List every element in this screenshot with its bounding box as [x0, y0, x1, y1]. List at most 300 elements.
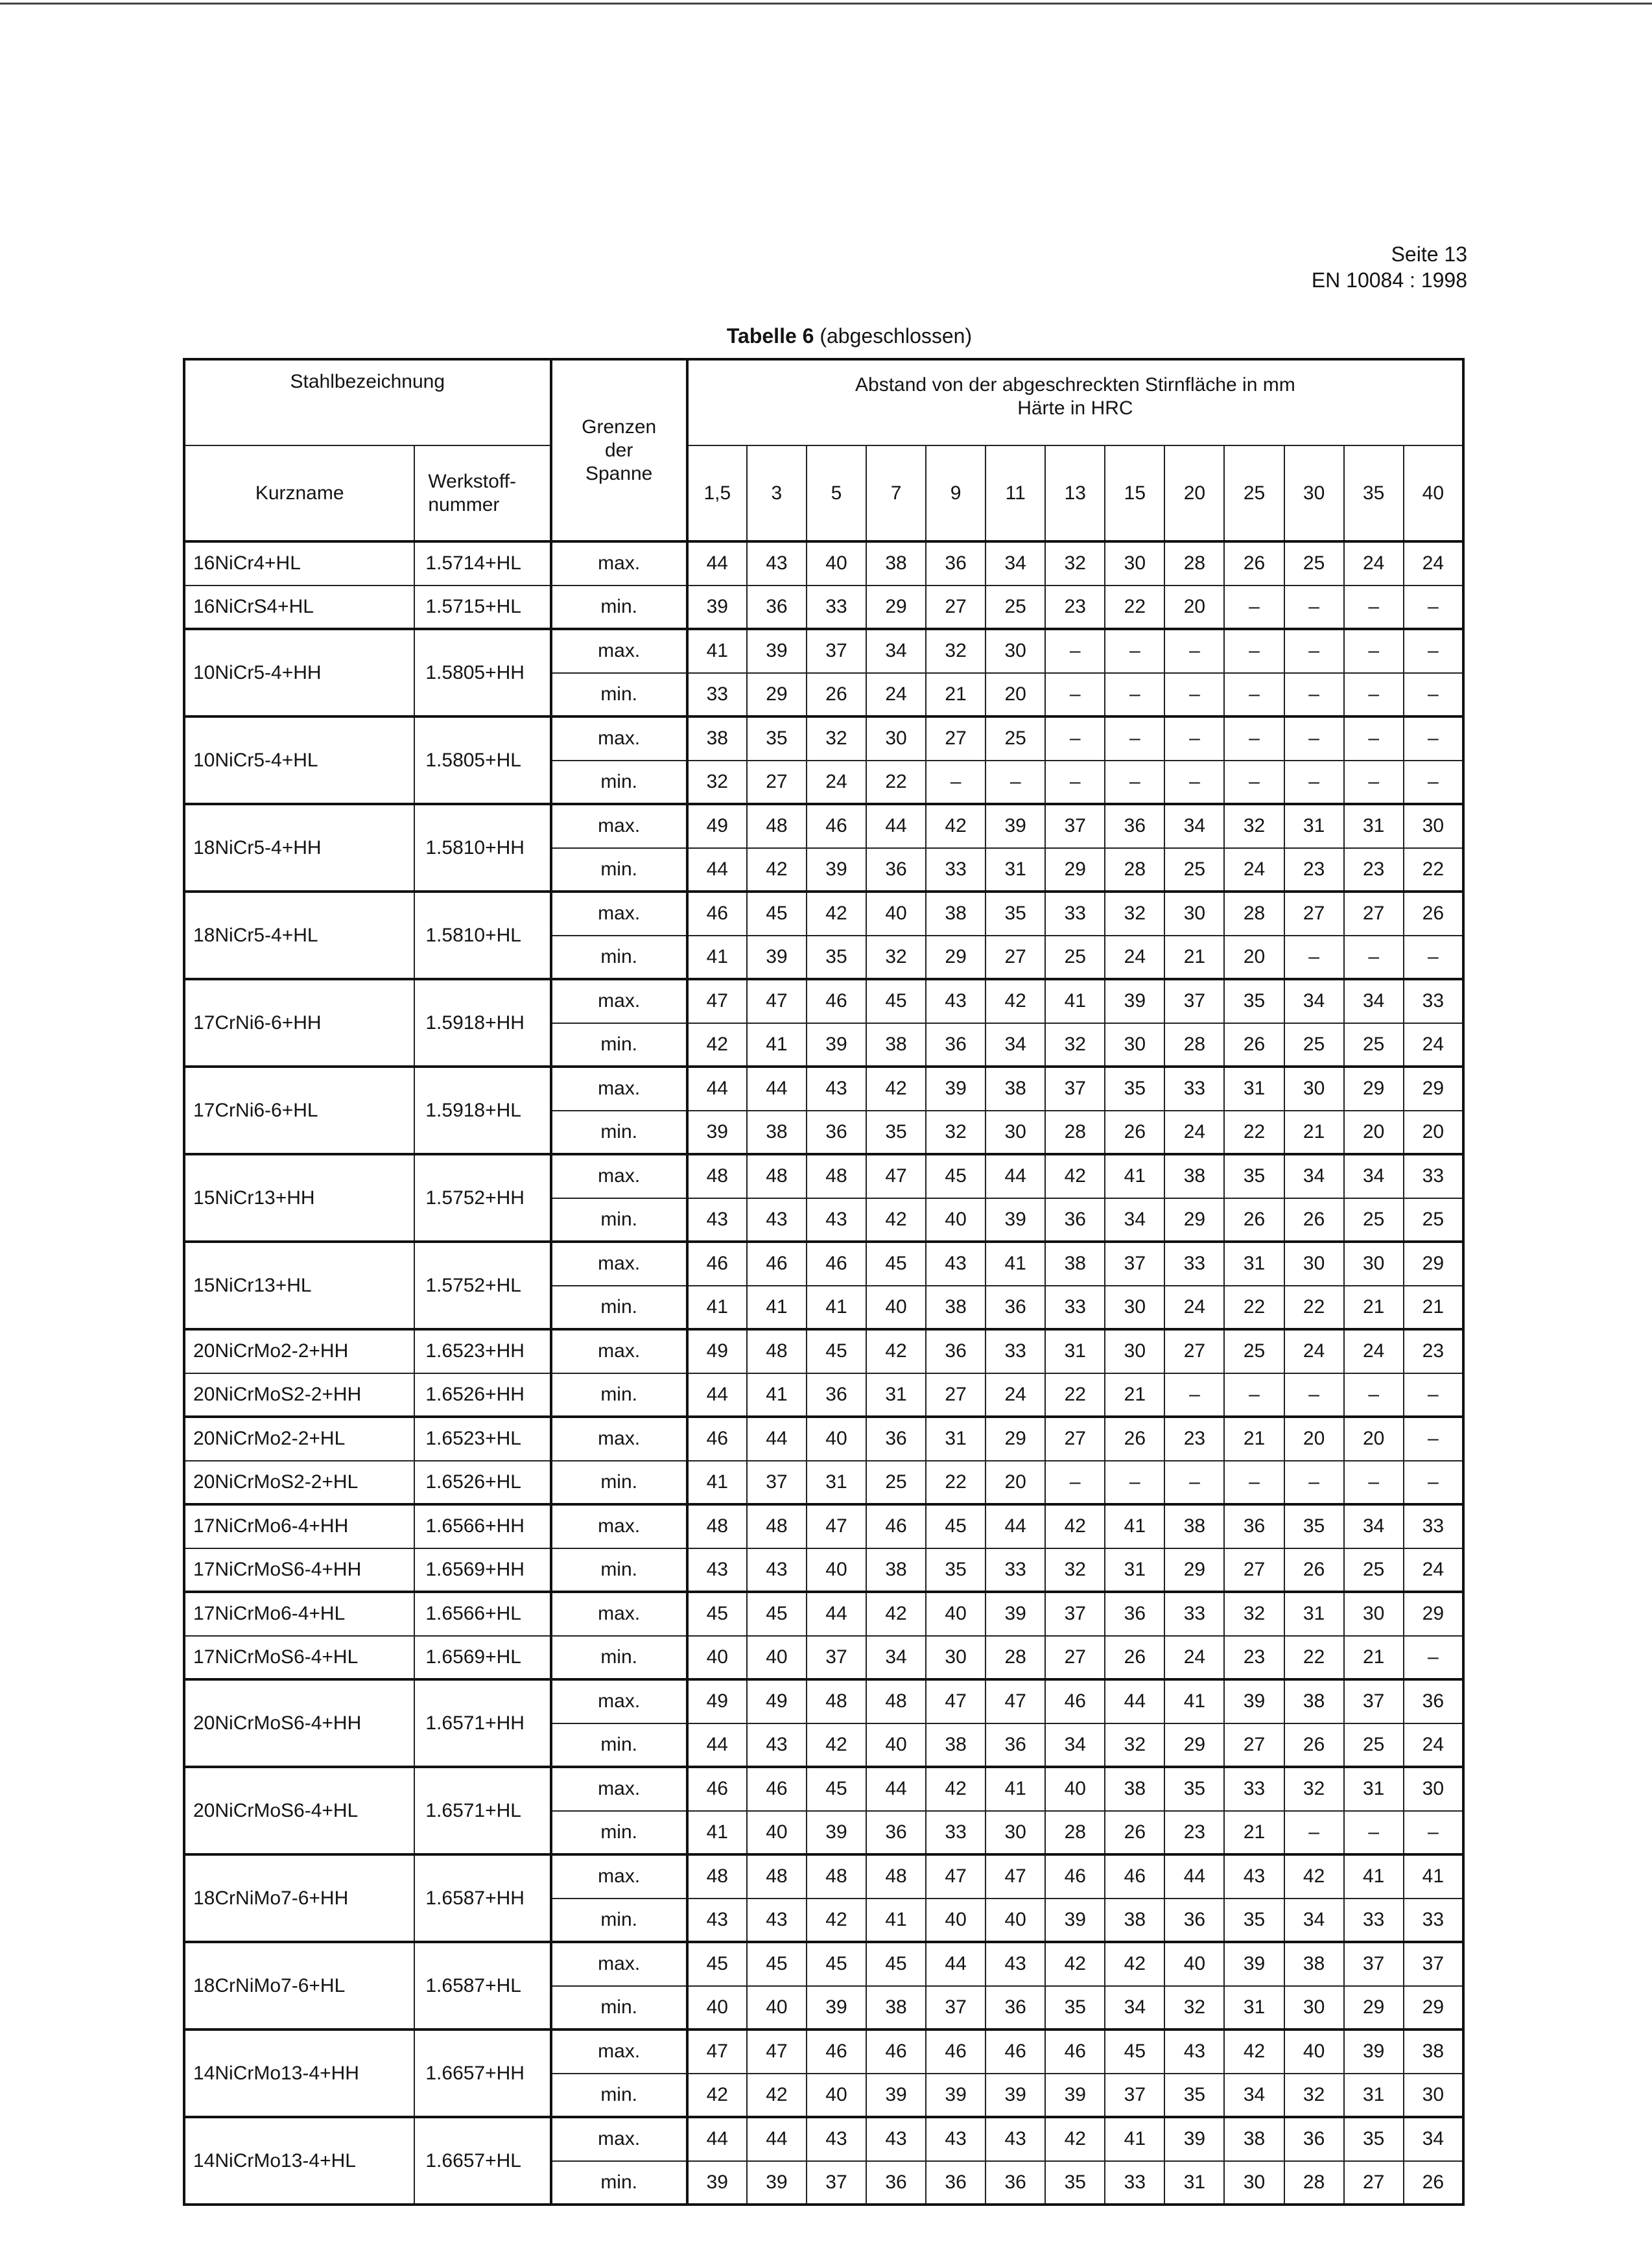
material-number: 1.5752+HH: [414, 1154, 550, 1242]
hardness-value: 44: [807, 1592, 866, 1636]
hardness-value: 36: [985, 1723, 1045, 1768]
hardness-value: 26: [1105, 1417, 1164, 1461]
hardness-value: 31: [1344, 804, 1404, 848]
limit-label: min.: [551, 848, 687, 892]
header-distance-6: 13: [1045, 445, 1105, 541]
hardness-value: 42: [926, 1767, 985, 1811]
hardness-value: 42: [1045, 1942, 1105, 1986]
hardness-value: 40: [807, 2074, 866, 2118]
hardness-value: 34: [1284, 979, 1344, 1023]
hardness-value: 37: [926, 1986, 985, 2030]
hardness-value: 46: [985, 2029, 1045, 2074]
limit-label: min.: [551, 1636, 687, 1680]
hardness-value: 32: [1164, 1986, 1224, 2030]
table-row: [184, 979, 1463, 1023]
hardness-value: 40: [687, 1986, 747, 2030]
hardness-value: 42: [866, 1592, 926, 1636]
table-row: [184, 1548, 1463, 1592]
table-row: [184, 541, 1463, 586]
hardness-value: 47: [926, 1854, 985, 1899]
hardness-value: 36: [1105, 1592, 1164, 1636]
hardness-value: –: [1105, 629, 1164, 673]
hardness-value: 46: [747, 1242, 807, 1286]
hardness-value: 36: [926, 1023, 985, 1067]
hardness-value: 26: [1284, 1548, 1344, 1592]
hardness-value: 31: [926, 1417, 985, 1461]
hardness-value: 36: [1045, 1198, 1105, 1242]
material-number: 1.6587+HH: [414, 1854, 550, 1942]
hardness-value: 35: [985, 892, 1045, 936]
hardness-value: 46: [747, 1767, 807, 1811]
hardness-value: 45: [747, 1942, 807, 1986]
hardness-value: 29: [1404, 1986, 1463, 2030]
hardness-value: –: [1105, 673, 1164, 717]
hardness-value: 29: [985, 1417, 1045, 1461]
hardness-value: –: [1284, 936, 1344, 980]
hardness-value: 42: [1045, 2117, 1105, 2161]
scan-top-edge: [0, 3, 1652, 5]
hardness-value: 29: [1404, 1592, 1463, 1636]
hardness-value: 48: [747, 1329, 807, 1373]
hardness-value: 31: [1164, 2161, 1224, 2205]
hardness-value: 39: [1224, 1942, 1284, 1986]
table-row: [184, 1636, 1463, 1680]
hardness-value: 22: [1284, 1286, 1344, 1330]
steel-name: 18CrNiMo7-6+HH: [184, 1854, 414, 1942]
limit-label: max.: [551, 804, 687, 848]
hardness-value: 35: [1045, 1986, 1105, 2030]
hardness-value: 48: [866, 1679, 926, 1723]
hardness-value: 34: [1045, 1723, 1105, 1768]
hardness-value: 41: [1045, 979, 1105, 1023]
hardness-value: 38: [1045, 1242, 1105, 1286]
hardness-value: 20: [1224, 936, 1284, 980]
hardness-value: 27: [1045, 1417, 1105, 1461]
hardness-value: 44: [687, 2117, 747, 2161]
hardness-value: 34: [1224, 2074, 1284, 2118]
header-distance-11: 35: [1344, 445, 1404, 541]
hardness-value: 24: [1164, 1636, 1224, 1680]
material-number: 1.6571+HL: [414, 1767, 550, 1854]
hardness-value: 43: [807, 1067, 866, 1111]
limit-label: max.: [551, 1504, 687, 1548]
hardness-value: –: [926, 761, 985, 805]
hardness-value: 39: [687, 586, 747, 630]
steel-name: 14NiCrMo13-4+HH: [184, 2029, 414, 2117]
limit-label: min.: [551, 1023, 687, 1067]
hardness-value: 45: [866, 979, 926, 1023]
hardness-value: 23: [1344, 848, 1404, 892]
hardness-value: 38: [1284, 1679, 1344, 1723]
hardness-value: 44: [1164, 1854, 1224, 1899]
limit-label: max.: [551, 716, 687, 761]
table-row: [184, 2117, 1463, 2161]
steel-name: 15NiCr13+HL: [184, 1242, 414, 1329]
hardness-value: 39: [985, 804, 1045, 848]
hardness-value: 30: [1284, 1986, 1344, 2030]
hardness-value: 43: [807, 1198, 866, 1242]
hardness-value: 30: [1404, 2074, 1463, 2118]
hardness-value: 22: [1105, 586, 1164, 630]
hardness-value: 21: [1164, 936, 1224, 980]
limit-label: max.: [551, 1417, 687, 1461]
hardness-value: 41: [1105, 1154, 1164, 1198]
hardness-value: 21: [1224, 1417, 1284, 1461]
hardness-value: 34: [1105, 1198, 1164, 1242]
hardness-table: [183, 358, 1465, 2206]
hardness-value: 36: [985, 1286, 1045, 1330]
hardness-value: 49: [687, 1679, 747, 1723]
hardness-value: 24: [1404, 1023, 1463, 1067]
hardness-value: 30: [926, 1636, 985, 1680]
table-row: [184, 1329, 1463, 1373]
hardness-value: 44: [1105, 1679, 1164, 1723]
limit-label: max.: [551, 2117, 687, 2161]
hardness-value: 48: [747, 1854, 807, 1899]
hardness-value: 36: [985, 1986, 1045, 2030]
table-row: [184, 586, 1463, 630]
hardness-value: 25: [985, 716, 1045, 761]
hardness-value: 46: [687, 892, 747, 936]
hardness-value: 36: [1105, 804, 1164, 848]
hardness-value: 48: [687, 1154, 747, 1198]
hardness-value: 26: [807, 673, 866, 717]
hardness-value: 38: [926, 1286, 985, 1330]
limit-label: min.: [551, 1986, 687, 2030]
hardness-value: 43: [747, 541, 807, 586]
hardness-value: –: [1344, 1811, 1404, 1855]
hardness-value: 31: [1284, 804, 1344, 848]
hardness-value: 21: [1404, 1286, 1463, 1330]
steel-name: 10NiCr5-4+HH: [184, 629, 414, 716]
steel-name: 17CrNi6-6+HH: [184, 979, 414, 1067]
hardness-value: 46: [866, 2029, 926, 2074]
hardness-value: 38: [985, 1067, 1045, 1111]
steel-name: 15NiCr13+HH: [184, 1154, 414, 1242]
limit-label: min.: [551, 1723, 687, 1768]
hardness-value: 39: [687, 1111, 747, 1155]
hardness-value: 24: [1344, 1329, 1404, 1373]
hardness-value: 34: [985, 541, 1045, 586]
hardness-value: 43: [926, 1242, 985, 1286]
hardness-value: 35: [1105, 1067, 1164, 1111]
table-row: [184, 1067, 1463, 1111]
hardness-value: –: [1105, 1461, 1164, 1505]
hardness-value: 37: [1344, 1942, 1404, 1986]
hardness-value: 40: [747, 1986, 807, 2030]
hardness-value: 35: [747, 716, 807, 761]
limit-label: min.: [551, 1899, 687, 1943]
hardness-value: –: [1224, 629, 1284, 673]
hardness-value: 36: [866, 2161, 926, 2205]
hardness-value: 45: [807, 1942, 866, 1986]
hardness-value: 40: [1284, 2029, 1344, 2074]
hardness-value: 28: [1284, 2161, 1344, 2205]
hardness-value: 22: [1404, 848, 1463, 892]
header-distance-2: 5: [807, 445, 866, 541]
hardness-value: 31: [1284, 1592, 1344, 1636]
hardness-value: 38: [1284, 1942, 1344, 1986]
hardness-value: –: [1284, 1461, 1344, 1505]
hardness-value: 24: [1404, 541, 1463, 586]
header-abstand-text: Abstand von der abgeschreckten Stirnfläche in mm Härte in HRC: [855, 374, 1295, 419]
limit-label: min.: [551, 761, 687, 805]
hardness-value: 38: [1105, 1767, 1164, 1811]
hardness-value: 33: [1404, 1504, 1463, 1548]
hardness-value: –: [1224, 716, 1284, 761]
hardness-value: 34: [866, 1636, 926, 1680]
hardness-value: 43: [687, 1198, 747, 1242]
hardness-value: 35: [1284, 1504, 1344, 1548]
hardness-value: 37: [1404, 1942, 1463, 1986]
hardness-value: 45: [866, 1942, 926, 1986]
material-number: 1.6566+HH: [414, 1504, 550, 1548]
limit-label: max.: [551, 541, 687, 586]
hardness-value: 32: [1045, 541, 1105, 586]
steel-name: 17CrNi6-6+HL: [184, 1067, 414, 1154]
hardness-value: 40: [926, 1592, 985, 1636]
hardness-value: 30: [1105, 1023, 1164, 1067]
hardness-value: 37: [1045, 804, 1105, 848]
hardness-value: 40: [747, 1811, 807, 1855]
hardness-value: 45: [807, 1767, 866, 1811]
limit-label: min.: [551, 936, 687, 980]
hardness-value: 23: [1284, 848, 1344, 892]
hardness-value: 42: [1224, 2029, 1284, 2074]
hardness-value: 21: [1284, 1111, 1344, 1155]
hardness-value: 45: [687, 1592, 747, 1636]
header-distance-12: 40: [1404, 445, 1463, 541]
hardness-value: 25: [1404, 1198, 1463, 1242]
hardness-value: 25: [1284, 541, 1344, 586]
hardness-value: 34: [1404, 2117, 1463, 2161]
hardness-value: 38: [1224, 2117, 1284, 2161]
hardness-value: 46: [1045, 1679, 1105, 1723]
hardness-value: 45: [926, 1504, 985, 1548]
hardness-value: 44: [687, 1067, 747, 1111]
hardness-value: 45: [807, 1329, 866, 1373]
hardness-value: 47: [985, 1854, 1045, 1899]
material-number: 1.6566+HL: [414, 1592, 550, 1636]
hardness-value: 41: [687, 1286, 747, 1330]
table-row: [184, 1942, 1463, 1986]
hardness-value: 32: [926, 1111, 985, 1155]
table-row: [184, 2029, 1463, 2074]
hardness-value: 44: [866, 804, 926, 848]
hardness-value: 41: [866, 1899, 926, 1943]
hardness-value: 43: [985, 2117, 1045, 2161]
hardness-value: 37: [807, 1636, 866, 1680]
hardness-value: 40: [1164, 1942, 1224, 1986]
hardness-value: –: [1344, 936, 1404, 980]
hardness-value: 36: [1404, 1679, 1463, 1723]
header-kurzname: Kurzname: [184, 445, 414, 541]
hardness-value: 38: [747, 1111, 807, 1155]
hardness-value: 44: [985, 1504, 1045, 1548]
limit-label: max.: [551, 1679, 687, 1723]
hardness-value: 20: [1284, 1417, 1344, 1461]
hardness-value: 30: [1105, 541, 1164, 586]
hardness-value: 21: [1105, 1373, 1164, 1417]
limit-label: max.: [551, 2029, 687, 2074]
hardness-value: 28: [985, 1636, 1045, 1680]
header-distance-8: 20: [1164, 445, 1224, 541]
hardness-value: 29: [1344, 1986, 1404, 2030]
hardness-value: 39: [1105, 979, 1164, 1023]
hardness-value: –: [1045, 1461, 1105, 1505]
table-row: [184, 1417, 1463, 1461]
hardness-value: 36: [985, 2161, 1045, 2205]
hardness-value: 47: [926, 1679, 985, 1723]
material-number: 1.6569+HH: [414, 1548, 550, 1592]
hardness-value: 44: [747, 2117, 807, 2161]
hardness-value: 46: [866, 1504, 926, 1548]
material-number: 1.5810+HL: [414, 892, 550, 979]
limit-label: max.: [551, 1242, 687, 1286]
hardness-value: 30: [1404, 804, 1463, 848]
hardness-value: –: [1224, 586, 1284, 630]
hardness-value: 35: [866, 1111, 926, 1155]
hardness-value: 28: [1164, 1023, 1224, 1067]
hardness-value: 47: [687, 979, 747, 1023]
hardness-value: 24: [1404, 1723, 1463, 1768]
hardness-value: 32: [1284, 2074, 1344, 2118]
hardness-value: 30: [1164, 892, 1224, 936]
hardness-value: 45: [747, 1592, 807, 1636]
hardness-value: 30: [985, 629, 1045, 673]
hardness-value: 20: [985, 673, 1045, 717]
hardness-value: 39: [807, 1986, 866, 2030]
hardness-value: 39: [687, 2161, 747, 2205]
hardness-value: 34: [1344, 1154, 1404, 1198]
hardness-value: 32: [1224, 1592, 1284, 1636]
hardness-value: 34: [1164, 804, 1224, 848]
hardness-value: 33: [687, 673, 747, 717]
material-number: 1.6657+HL: [414, 2117, 550, 2205]
hardness-value: –: [1224, 673, 1284, 717]
hardness-value: 33: [1164, 1242, 1224, 1286]
table-row: [184, 1854, 1463, 1899]
hardness-value: 25: [1344, 1198, 1404, 1242]
hardness-value: 43: [747, 1723, 807, 1768]
hardness-value: 41: [747, 1373, 807, 1417]
material-number: 1.6523+HH: [414, 1329, 550, 1373]
hardness-value: 48: [687, 1854, 747, 1899]
hardness-value: 24: [1164, 1286, 1224, 1330]
hardness-value: 41: [807, 1286, 866, 1330]
hardness-value: 38: [866, 1548, 926, 1592]
hardness-value: –: [1404, 1636, 1463, 1680]
hardness-value: 39: [747, 936, 807, 980]
hardness-value: 27: [1224, 1723, 1284, 1768]
hardness-value: 27: [985, 936, 1045, 980]
hardness-value: 37: [1105, 1242, 1164, 1286]
hardness-value: 42: [807, 1723, 866, 1768]
hardness-value: 48: [747, 1154, 807, 1198]
hardness-value: –: [1164, 1373, 1224, 1417]
hardness-value: 29: [747, 673, 807, 717]
hardness-value: 20: [1344, 1417, 1404, 1461]
steel-name: 10NiCr5-4+HL: [184, 716, 414, 804]
steel-name: 20NiCrMo2-2+HH: [184, 1329, 414, 1373]
hardness-value: 20: [1404, 1111, 1463, 1155]
hardness-value: –: [1224, 1373, 1284, 1417]
hardness-value: 36: [866, 848, 926, 892]
hardness-value: 29: [1045, 848, 1105, 892]
hardness-value: 47: [807, 1504, 866, 1548]
hardness-value: 42: [1105, 1942, 1164, 1986]
hardness-value: 33: [1344, 1899, 1404, 1943]
hardness-value: 39: [1164, 2117, 1224, 2161]
hardness-value: 39: [985, 1592, 1045, 1636]
hardness-value: 46: [807, 2029, 866, 2074]
hardness-value: 42: [866, 1198, 926, 1242]
hardness-value: 30: [1105, 1329, 1164, 1373]
hardness-value: 48: [807, 1154, 866, 1198]
hardness-value: 46: [687, 1767, 747, 1811]
hardness-value: 27: [926, 1373, 985, 1417]
hardness-value: 29: [1344, 1067, 1404, 1111]
limit-label: min.: [551, 2161, 687, 2205]
limit-label: min.: [551, 1198, 687, 1242]
hardness-value: 33: [926, 1811, 985, 1855]
hardness-value: 47: [866, 1154, 926, 1198]
limit-label: max.: [551, 1942, 687, 1986]
hardness-value: 28: [1045, 1111, 1105, 1155]
hardness-value: 33: [807, 586, 866, 630]
material-number: 1.5805+HH: [414, 629, 550, 716]
hardness-value: 40: [747, 1636, 807, 1680]
hardness-value: 30: [1404, 1767, 1463, 1811]
material-number: 1.5714+HL: [414, 541, 550, 586]
hardness-value: 23: [1045, 586, 1105, 630]
hardness-value: 40: [687, 1636, 747, 1680]
steel-name: 20NiCrMoS6-4+HH: [184, 1679, 414, 1767]
hardness-value: 39: [866, 2074, 926, 2118]
hardness-value: 36: [1224, 1504, 1284, 1548]
limit-label: min.: [551, 1286, 687, 1330]
hardness-value: –: [1045, 716, 1105, 761]
hardness-value: –: [1404, 1373, 1463, 1417]
hardness-value: 41: [1105, 1504, 1164, 1548]
hardness-value: 32: [1224, 804, 1284, 848]
material-number: 1.6587+HL: [414, 1942, 550, 2029]
hardness-value: 44: [747, 1417, 807, 1461]
hardness-value: 44: [687, 1723, 747, 1768]
hardness-value: 46: [687, 1242, 747, 1286]
hardness-value: –: [1284, 761, 1344, 805]
hardness-value: 31: [1224, 1986, 1284, 2030]
hardness-value: 26: [1224, 541, 1284, 586]
hardness-value: 37: [807, 629, 866, 673]
hardness-value: 36: [807, 1111, 866, 1155]
hardness-value: 31: [1105, 1548, 1164, 1592]
hardness-value: 24: [1344, 541, 1404, 586]
hardness-value: 33: [1224, 1767, 1284, 1811]
hardness-value: 39: [747, 629, 807, 673]
material-number: 1.6657+HH: [414, 2029, 550, 2117]
limit-label: max.: [551, 1154, 687, 1198]
hardness-value: 25: [1045, 936, 1105, 980]
hardness-value: 39: [1045, 2074, 1105, 2118]
hardness-value: 26: [1105, 1811, 1164, 1855]
hardness-value: –: [1404, 936, 1463, 980]
hardness-value: 42: [687, 1023, 747, 1067]
hardness-value: 39: [985, 1198, 1045, 1242]
limit-label: min.: [551, 1548, 687, 1592]
hardness-value: –: [1284, 1811, 1344, 1855]
table-row: [184, 716, 1463, 761]
